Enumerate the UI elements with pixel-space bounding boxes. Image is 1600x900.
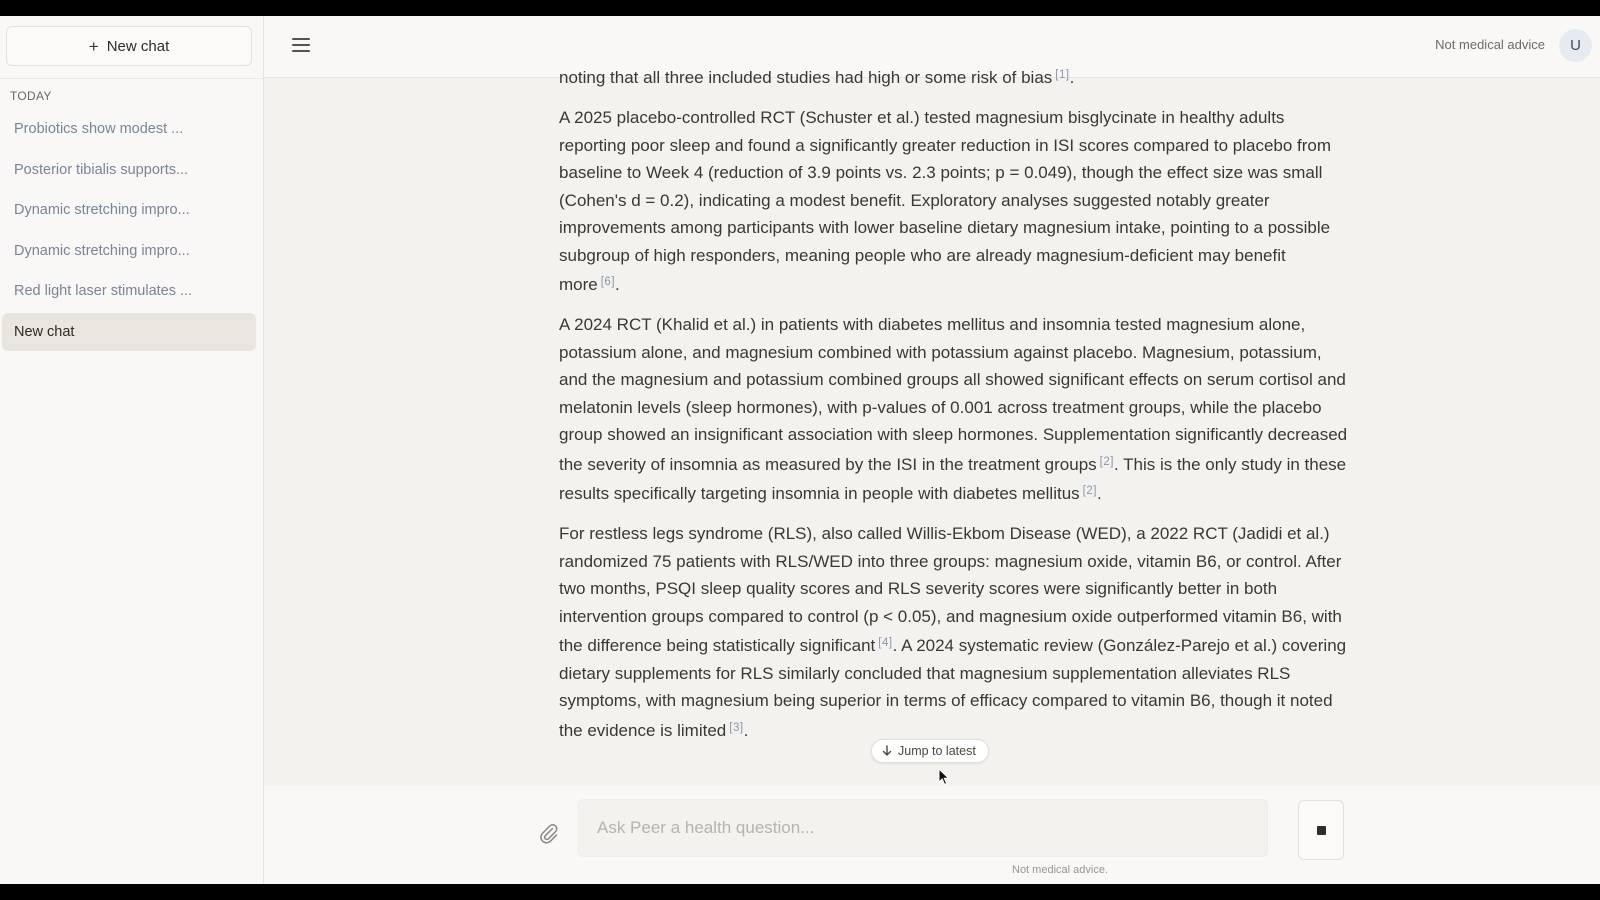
stop-icon bbox=[1317, 826, 1326, 835]
chat-history-item[interactable] bbox=[2, 272, 256, 310]
assistant-message bbox=[559, 62, 1349, 757]
citation-link[interactable]: [2] bbox=[1082, 485, 1097, 497]
app-window bbox=[0, 16, 1600, 884]
chat-history-label: New chat bbox=[14, 323, 75, 340]
citation-link[interactable]: [1] bbox=[1055, 69, 1070, 81]
citation-link[interactable]: [4] bbox=[878, 637, 893, 649]
message-paragraph: noting that all three included studies had high or some risk of bias [1]. bbox=[559, 68, 1075, 87]
user-avatar[interactable]: U bbox=[1559, 29, 1592, 62]
chat-history-item[interactable] bbox=[2, 110, 256, 148]
paragraph-text: . A 2024 systematic review (González-Parejo et al.) covering dietary supplements for RLS similarly concluded that magnesium supplementation alleviates RLS symptoms, with magnesium being superior in terms of efficacy compared to vitamin B6, though it noted the evidence is limited bbox=[559, 636, 1347, 740]
section-label-today: TODAY bbox=[10, 89, 52, 103]
chat-history-label: Red light laser stimulates ... bbox=[14, 283, 193, 299]
paragraph-text: A 2025 placebo-controlled RCT (Schuster et al.) tested magnesium bisglycinate in healthy adults reporting poor sleep and found a significantly greater reduction in ISI scores compared to placebo from baseline to Week 4 (reduction of 3.9 points vs. 2.3 points; p = 0.049), though the effect size was small (Cohen's d = 0.2), indicating a modest benefit. Exploratory analyses suggested notably greater improvements among participants with lower baseline dietary magnesium intake, pointing to a possible subgroup of high responders, meaning people who are already magnesium-deficient may benefit more bbox=[559, 108, 1332, 294]
message-area[interactable] bbox=[264, 68, 1600, 802]
plus-icon: + bbox=[88, 36, 99, 56]
composer-disclaimer bbox=[264, 864, 1600, 876]
header-disclaimer: Not medical advice bbox=[1435, 37, 1545, 52]
menu-icon[interactable] bbox=[292, 38, 310, 52]
mouse-cursor-icon bbox=[938, 768, 950, 786]
chat-history-item[interactable] bbox=[2, 191, 256, 229]
new-chat-button[interactable] bbox=[6, 26, 252, 66]
chat-history-item-active[interactable] bbox=[2, 313, 256, 351]
jump-to-latest-label: Jump to latest bbox=[898, 744, 976, 758]
arrow-down-icon bbox=[882, 745, 892, 757]
paragraph-text: noting that all three included studies had high or some risk of bias bbox=[559, 68, 1053, 87]
chat-history-list bbox=[2, 110, 256, 353]
chat-history-label: Dynamic stretching impro... bbox=[14, 202, 190, 218]
citation-link[interactable]: [2] bbox=[1099, 455, 1114, 468]
composer-disclaimer-text: Not medical advice. bbox=[1012, 864, 1108, 876]
new-chat-label: New chat bbox=[106, 37, 170, 55]
jump-to-latest-button[interactable] bbox=[871, 739, 989, 763]
paperclip-icon[interactable] bbox=[538, 820, 558, 844]
message-paragraph: A 2024 RCT (Khalid et al.) in patients with diabetes mellitus and insomnia tested magnesium alone, potassium alone, and magnesium combined with potassium against placebo. Magnesium, potassium, and the magnesium and potassium combined groups all showed significant effects on serum cortisol and melatonin levels (sleep hormones), with p-values of 0.001 across treatment groups, while the placebo group showed an insignificant association with sleep hormones. Supplementation significantly decreased the severity of insomnia as measured by the ISI in the treatment groups [2]. This is the only study in these results specifically targeting insomnia in people with diabetes mellitus [2]. bbox=[559, 315, 1348, 503]
message-paragraph: A 2025 placebo-controlled RCT (Schuster et al.) tested magnesium bisglycinate in healthy adults reporting poor sleep and found a significantly greater reduction in ISI scores compared to placebo from baseline to Week 4 (reduction of 3.9 points vs. 2.3 points; p = 0.049), though the effect size was small (Cohen's d = 0.2), indicating a modest benefit. Exploratory analyses suggested notably greater improvements among participants with lower baseline dietary magnesium intake, pointing to a possible subgroup of high responders, meaning people who are already magnesium-deficient may benefit more [6]. bbox=[559, 108, 1332, 294]
chat-history-label: Probiotics show modest ... bbox=[14, 121, 184, 137]
chat-history-label: Dynamic stretching impro... bbox=[14, 242, 190, 259]
composer bbox=[264, 786, 1600, 884]
paragraph-text: For restless legs syndrome (RLS), also called Willis-Ekbom Disease (WED), a 2022 RCT (Jadidi et al.) randomized 75 patients with RLS/WED into three groups: magnesium oxide, vitamin B6, or control. After two months, PSQI sleep quality scores and RLS severity scores were significantly better in both intervention groups compared to control (p < 0.05), and magnesium oxide outperformed vitamin B6, with the difference being statistically significant bbox=[559, 524, 1342, 655]
citation-link[interactable]: [6] bbox=[600, 276, 616, 288]
paragraph-text: A 2024 RCT (Khalid et al.) in patients with diabetes mellitus and insomnia tested magnesium alone, potassium alone, and magnesium combined with potassium against placebo. Magnesium, potassium, and the magnesium and potassium combined groups all showed significant effects on serum cortisol and melatonin levels (sleep hormones), with p-values of 0.001 across treatment groups, while the placebo group showed an insignificant association with sleep hormones. Supplementation significantly decreased the severity of insomnia as measured by the ISI in the treatment groups bbox=[559, 315, 1348, 474]
citation-link[interactable]: [3] bbox=[729, 721, 744, 734]
chat-history-item[interactable] bbox=[2, 232, 256, 270]
stop-generation-button[interactable] bbox=[1298, 800, 1344, 860]
sidebar-divider bbox=[0, 78, 263, 79]
paragraph-text: . This is the only study in these results specifically targeting insomnia in people with diabetes mellitus bbox=[559, 454, 1347, 503]
message-paragraph: For restless legs syndrome (RLS), also called Willis-Ekbom Disease (WED), a 2022 RCT (Jadidi et al.) randomized 75 patients with RLS/WED into three groups: magnesium oxide, vitamin B6, or control. After two months, PSQI sleep quality scores and RLS severity scores were significantly better in both intervention groups compared to control (p < 0.05), and magnesium oxide outperformed vitamin B6, with the difference being statistically significant [4]. A 2024 systematic review (González-Parejo et al.) covering dietary supplements for RLS similarly concluded that magnesium supplementation alleviates RLS symptoms, with magnesium being superior in terms of efficacy compared to vitamin B6, though it noted the evidence is limited [3]. bbox=[559, 524, 1347, 740]
chat-input[interactable] bbox=[578, 799, 1268, 857]
chat-history-item[interactable] bbox=[2, 151, 256, 189]
sidebar bbox=[0, 16, 264, 884]
chat-history-label: Posterior tibialis supports... bbox=[14, 161, 189, 178]
